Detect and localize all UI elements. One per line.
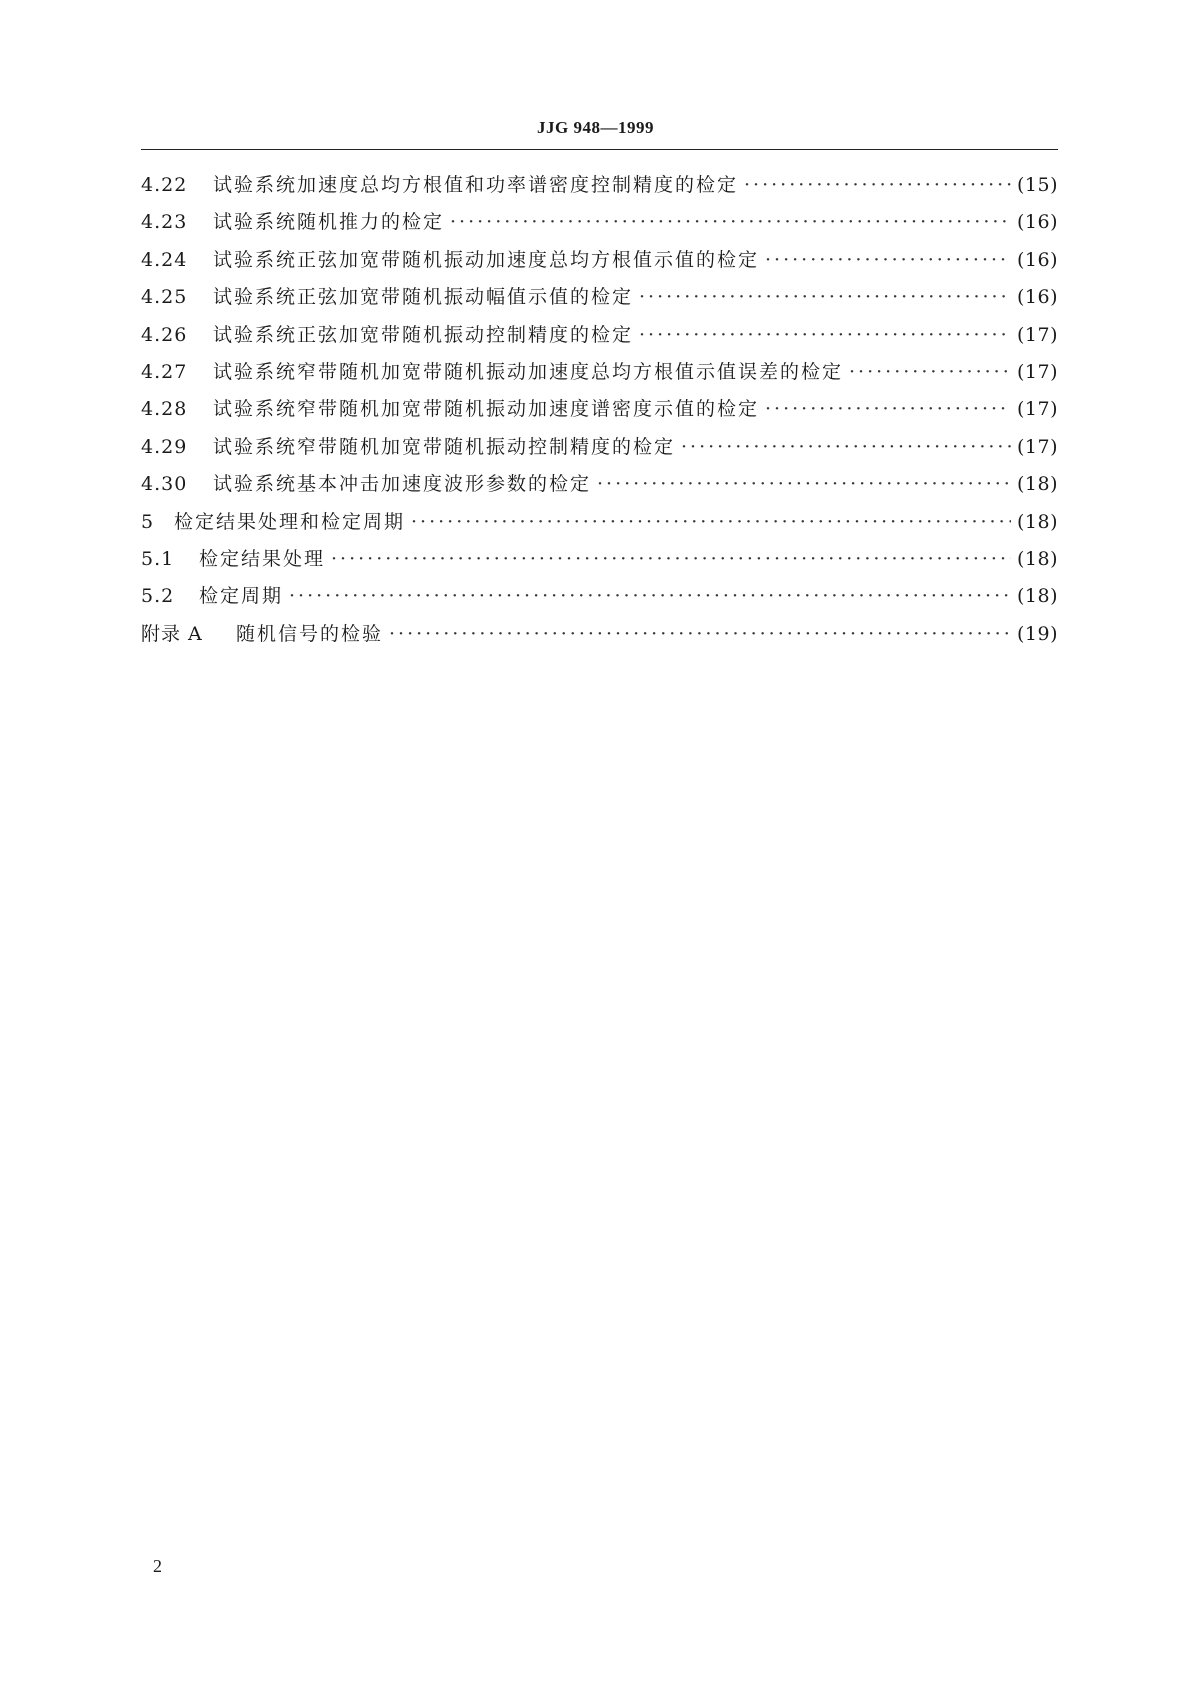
toc-entry-number: 4.30 — [141, 473, 188, 496]
toc-entry-title: 试验系统正弦加宽带随机振动加速度总均方根值示值的检定 — [213, 248, 760, 271]
toc-entry-4-28[interactable] — [141, 391, 1058, 428]
toc-entry-title: 试验系统正弦加宽带随机振动控制精度的检定 — [213, 323, 634, 346]
toc-entry-4-30[interactable] — [141, 466, 1058, 503]
toc-dot-leader — [389, 616, 1011, 653]
toc-entry-5-2[interactable] — [141, 578, 1058, 615]
toc-entry-5-1[interactable] — [141, 541, 1058, 578]
toc-entry-number: 4.23 — [141, 211, 188, 234]
toc-dot-leader — [411, 504, 1011, 541]
toc-entry-page: (16) — [1016, 211, 1058, 234]
toc-entry-4-24[interactable] — [141, 242, 1058, 279]
toc-entry-title: 试验系统窄带随机加宽带随机振动控制精度的检定 — [213, 435, 676, 458]
toc-dot-leader — [765, 242, 1011, 279]
toc-entry-page: (15) — [1016, 174, 1058, 196]
toc-entry-number: 5.1 — [141, 547, 175, 570]
toc-entry-number: 4.25 — [141, 286, 188, 309]
toc-dot-leader — [331, 541, 1011, 578]
toc-entry-title: 检定结果处理 — [199, 547, 326, 570]
document-header: JJG 948—1999 — [537, 118, 654, 137]
toc-dot-leader — [765, 391, 1011, 428]
toc-entry-page: (18) — [1016, 585, 1058, 608]
toc-entry-page: (18) — [1016, 473, 1058, 496]
toc-dot-leader — [597, 466, 1011, 503]
toc-entry-title: 检定结果处理和检定周期 — [174, 510, 406, 533]
toc-entry-4-25[interactable] — [141, 279, 1058, 316]
toc-entry-number: 4.27 — [141, 360, 188, 383]
table-of-contents — [141, 167, 1058, 653]
toc-entry-number: 附录 A — [141, 622, 203, 645]
toc-entry-4-29[interactable] — [141, 429, 1058, 466]
toc-entry-number: 5.2 — [141, 585, 175, 608]
toc-entry-title: 随机信号的检验 — [236, 622, 384, 645]
toc-entry-page: (19) — [1016, 622, 1058, 645]
toc-entry-title: 试验系统加速度总均方根值和功率谱密度控制精度的检定 — [213, 174, 739, 196]
toc-entry-page: (17) — [1016, 398, 1058, 421]
toc-entry-appendix-a[interactable] — [141, 616, 1058, 653]
toc-entry-title: 试验系统基本冲击加速度波形参数的检定 — [213, 473, 592, 496]
toc-entry-number: 4.29 — [141, 435, 188, 458]
toc-entry-number: 4.28 — [141, 398, 188, 421]
toc-dot-leader — [289, 578, 1011, 615]
toc-entry-4-26[interactable] — [141, 317, 1058, 354]
page-number: 2 — [153, 1556, 162, 1576]
toc-entry-title: 试验系统窄带随机加宽带随机振动加速度总均方根值示值误差的检定 — [213, 360, 844, 383]
toc-entry-page: (17) — [1016, 360, 1058, 383]
toc-entry-number: 4.22 — [141, 174, 188, 196]
toc-entry-number: 5 — [141, 510, 155, 533]
toc-dot-leader — [450, 204, 1011, 241]
header-rule — [141, 149, 1058, 150]
toc-dot-leader — [744, 167, 1011, 204]
toc-entry-title: 试验系统正弦加宽带随机振动幅值示值的检定 — [213, 286, 634, 309]
toc-dot-leader — [639, 279, 1011, 316]
toc-entry-page: (18) — [1016, 510, 1058, 533]
toc-entry-4-22[interactable] — [141, 167, 1058, 204]
toc-entry-page: (17) — [1016, 435, 1058, 458]
toc-entry-page: (16) — [1016, 286, 1058, 309]
toc-entry-page: (16) — [1016, 248, 1058, 271]
toc-entry-title: 检定周期 — [199, 585, 284, 608]
toc-entry-page: (17) — [1016, 323, 1058, 346]
toc-dot-leader — [849, 354, 1011, 391]
toc-entry-number: 4.26 — [141, 323, 188, 346]
toc-entry-4-23[interactable] — [141, 204, 1058, 241]
toc-entry-title: 试验系统随机推力的检定 — [213, 211, 445, 234]
toc-entry-page: (18) — [1016, 547, 1058, 570]
toc-entry-title: 试验系统窄带随机加宽带随机振动加速度谱密度示值的检定 — [213, 398, 760, 421]
toc-entry-5[interactable] — [141, 504, 1058, 541]
toc-entry-4-27[interactable] — [141, 354, 1058, 391]
toc-dot-leader — [639, 317, 1011, 354]
toc-entry-number: 4.24 — [141, 248, 188, 271]
toc-dot-leader — [681, 429, 1011, 466]
